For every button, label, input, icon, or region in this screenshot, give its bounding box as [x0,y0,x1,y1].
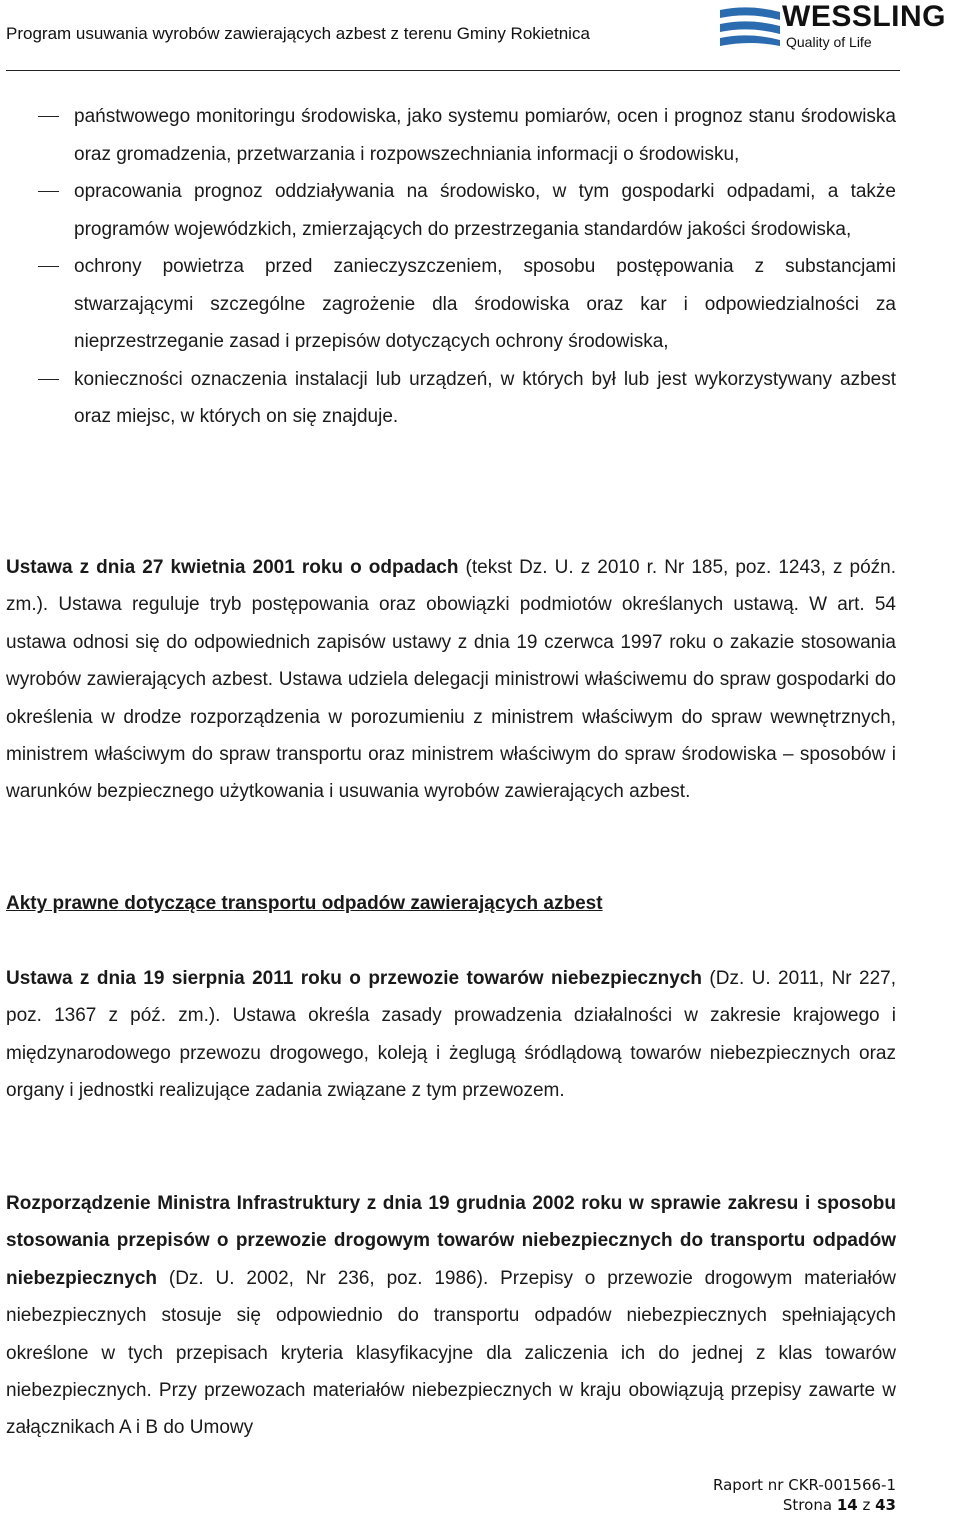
page-counter [783,1496,896,1514]
page-total: 43 [875,1496,896,1514]
list-item [6,248,896,361]
logo-tagline: Quality of Life [786,34,872,50]
list-item [6,173,896,248]
list-item [6,361,896,436]
list-item [6,98,896,173]
paragraph-body: (tekst Dz. U. z 2010 r. Nr 185, poz. 1243, z późn. zm.). Ustawa reguluje tryb postępowania oraz obowiązki podmiotów określanych ustawą. W art. 54 ustawa odnosi się do odpowiednich zapisów ustawy z dnia 19 czerwca 1997 roku o zakazie stosowania wyrobów zawierających azbest. Ustawa udziela delegacji ministrowi właściwemu do spraw gospodarki do określenia w drodze rozporządzenia w porozumieniu z ministrem właściwym do spraw wewnętrznych, ministrem właściwym do spraw transportu oraz ministrem właściwym do spraw środowiska – sposobów i warunków bezpiecznego użytkowania i usuwania wyrobów zawierających azbest. [6,557,896,803]
logo-name: WESSLING [782,0,947,33]
paragraph-title: Ustawa z dnia 27 kwietnia 2001 roku o odpadach [6,557,459,578]
wessling-logo [720,2,960,54]
wessling-logo-icon [720,6,780,46]
page-prefix: Strona [782,1496,833,1514]
dash-icon [38,191,59,192]
paragraph-ustawa-o-przewozie [6,960,896,1110]
bullet-list [6,98,896,436]
paragraph-body: (Dz. U. 2002, Nr 236, poz. 1986). Przepisy o przewozie drogowym materiałów niebezpiecznych stosuje się odpowiednio do transportu odpadów niebezpiecznych spełniających określone w tych przepisach kryteria klasyfikacyjne dla zaliczenia ich do jednej z klas towarów niebezpiecznych. Przy przewozach materiałów niebezpiecznych w kraju obowiązują przepisy zawarte w załącznikach A i B do Umowy [6,1267,896,1439]
list-item-text: konieczności oznaczenia instalacji lub urządzeń, w których był lub jest wykorzystywany azbest oraz miejsc, w których on się znajduje. [74,368,896,427]
report-number: Raport nr CKR-001566-1 [713,1476,896,1494]
paragraph-rozporzadzenie [6,1185,896,1447]
page-number: 14 [836,1496,858,1514]
dash-icon [38,379,59,380]
dash-icon [38,116,59,117]
header-title: Program usuwania wyrobów zawierających azbest z terenu Gminy Rokietnica [6,24,590,43]
list-item-text: państwowego monitoringu środowiska, jako systemu pomiarów, ocen i prognoz stanu środowiska oraz gromadzenia, przetwarzania i rozpowszechniania informacji o środowisku, [74,106,896,165]
page-of: z [862,1496,871,1514]
paragraph-ustawa-o-odpadach [6,549,896,811]
paragraph-body: (Dz. U. 2011, Nr 227, poz. 1367 z póź. zm.). Ustawa określa zasady prowadzenia działalności w zakresie krajowego i międzynarodowego przewozu drogowego, koleją i żeglugą śródlądową towarów niebezpiecznych oraz organy i jednostki realizujące zadania związane z tym przewozem. [6,968,896,1102]
paragraph-title: Ustawa z dnia 19 sierpnia 2011 roku o przewozie towarów niebezpiecznych [6,968,702,989]
header-divider [6,70,900,71]
list-item-text: ochrony powietrza przed zanieczyszczeniem, sposobu postępowania z substancjami stwarzającymi szczególne zagrożenie dla środowiska oraz kar i odpowiedzialności za nieprzestrzeganie zasad i przepisów dotyczących ochrony środowiska, [74,256,896,352]
section-heading: Akty prawne dotyczące transportu odpadów zawierających azbest [6,893,603,914]
paragraph-title: Rozporządzenie Ministra Infrastruktury z dnia 19 grudnia 2002 roku w sprawie zakresu i sposobu stosowania przepisów o przewozie drogowym towarów niebezpiecznych do transportu odpadów niebezpiecznych [6,1193,896,1289]
list-item-text: opracowania prognoz oddziaływania na środowisko, w tym gospodarki odpadami, a także programów wojewódzkich, zmierzających do przestrzegania standardów jakości środowiska, [74,181,896,240]
dash-icon [38,266,59,267]
